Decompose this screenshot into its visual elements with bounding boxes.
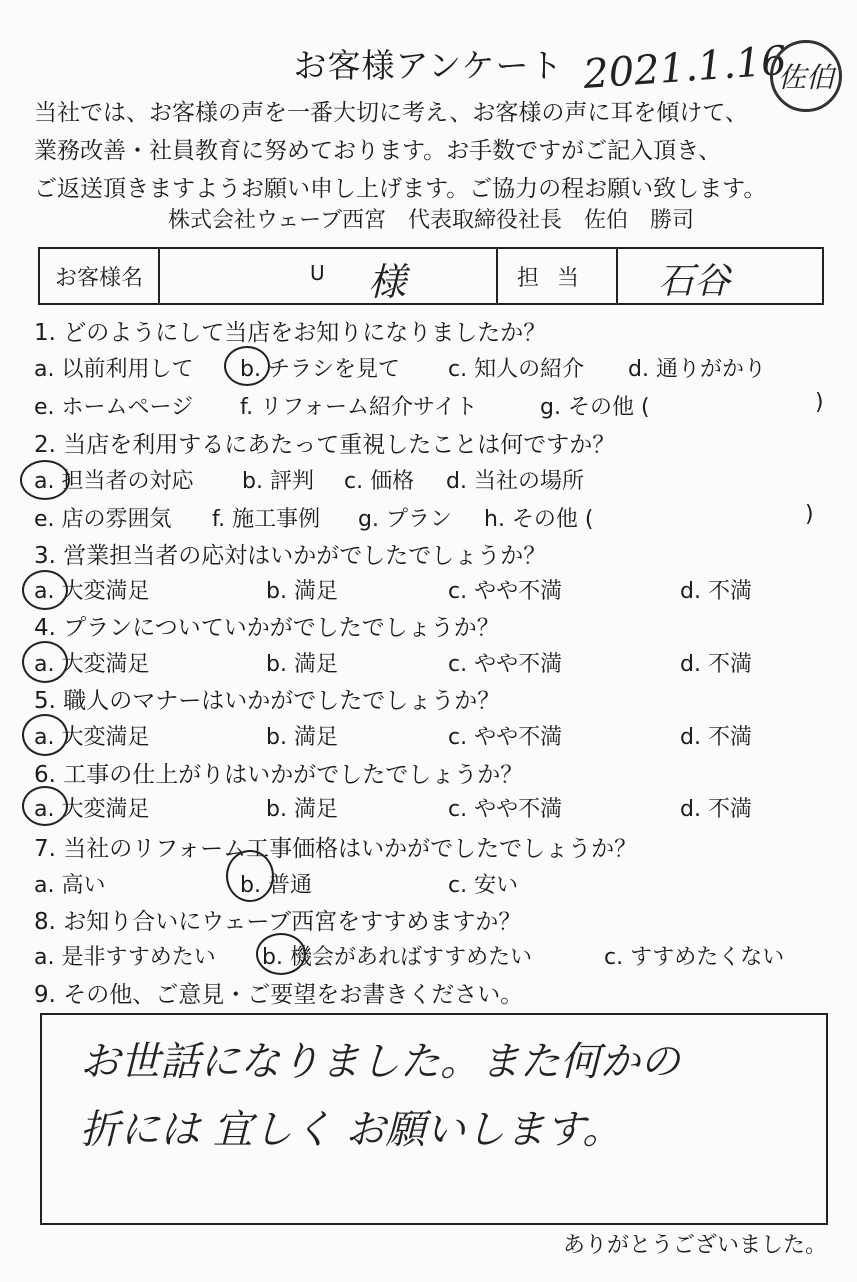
question-8: 8. お知り合いにウェーブ西宮をすすめますか？ <box>34 909 522 935</box>
page-title: お客様アンケート <box>293 46 564 85</box>
q1-selection-circle <box>224 346 270 386</box>
q8-option-b[interactable]: b. 機会があればすすめたい <box>262 945 533 970</box>
q2-option-g[interactable]: g. プラン <box>358 507 452 532</box>
q5-option-d[interactable]: d. 不満 <box>680 725 752 750</box>
q2-option-a[interactable]: a. 担当者の対応 <box>34 469 194 494</box>
q6-option-b[interactable]: b. 満足 <box>266 797 338 822</box>
q1-option-c[interactable]: c. 知人の紹介 <box>448 357 585 382</box>
comment-line: お世話になりました。また何かの <box>80 1039 680 1085</box>
staff-value: 石谷 <box>658 261 731 302</box>
q8-option-a[interactable]: a. 是非すすめたい <box>34 945 216 970</box>
q3-selection-circle <box>22 570 68 610</box>
q1-option-b[interactable]: b. チラシを見て <box>240 357 400 382</box>
customer-name-field[interactable] <box>159 248 497 304</box>
question-7: 7. 当社のリフォーム工事価格はいかがでしたでしょうか？ <box>34 836 638 862</box>
question-2: 2. 当店を利用するにあたって重視したことは何ですか？ <box>34 432 616 458</box>
q2-option-e[interactable]: e. 店の雰囲気 <box>34 507 172 532</box>
customer-name-label: お客様名 <box>39 248 159 304</box>
q8-option-c[interactable]: c. すすめたくない <box>604 945 785 970</box>
q6-selection-circle <box>22 786 68 826</box>
q1-option-g-close: ) <box>815 390 824 415</box>
question-4: 4. プランについていかがでしたでしょうか？ <box>34 615 500 641</box>
q6-option-c[interactable]: c. やや不満 <box>448 797 563 822</box>
q2-option-f[interactable]: f. 施工事例 <box>212 507 321 532</box>
q1-option-a[interactable]: a. 以前利用して <box>34 357 194 382</box>
q3-option-d[interactable]: d. 不満 <box>680 579 752 604</box>
q3-option-b[interactable]: b. 満足 <box>266 579 338 604</box>
intro-line: 業務改善・社員教育に努めております。お手数ですがご記入頂き、 <box>34 138 722 164</box>
q4-selection-circle <box>22 641 68 683</box>
staff-field[interactable] <box>617 248 823 304</box>
q5-option-b[interactable]: b. 満足 <box>266 725 338 750</box>
q1-option-d[interactable]: d. 通りがかり <box>628 357 766 382</box>
question-3: 3. 営業担当者の応対はいかがでしたでしょうか？ <box>34 543 547 569</box>
stamp-text: 佐伯 <box>777 61 834 94</box>
q6-option-d[interactable]: d. 不満 <box>680 797 752 822</box>
customer-honorific: 様 <box>368 260 407 304</box>
q7-option-a[interactable]: a. 高い <box>34 873 106 898</box>
q1-option-f[interactable]: f. リフォーム紹介サイト <box>240 395 478 420</box>
q3-option-a[interactable]: a. 大変満足 <box>34 579 150 604</box>
q2-option-d[interactable]: d. 当社の場所 <box>446 469 584 494</box>
comment-line: 折には 宜しく お願いします。 <box>80 1107 623 1153</box>
q5-selection-circle <box>22 714 68 756</box>
q2-option-h[interactable]: h. その他 ( <box>484 507 594 532</box>
q2-option-h-close: ) <box>805 502 814 527</box>
q7-option-c[interactable]: c. 安い <box>448 873 519 898</box>
customer-name-value: U <box>310 261 325 285</box>
closing-thanks: ありがとうございました。 <box>562 1233 827 1258</box>
q7-option-b[interactable]: b. 普通 <box>240 873 312 898</box>
q4-option-d[interactable]: d. 不満 <box>680 652 752 677</box>
q1-option-g[interactable]: g. その他 ( <box>540 395 650 420</box>
question-5: 5. 職人のマナーはいかがでしたでしょうか？ <box>34 688 501 714</box>
question-1: 1. どのようにして当店をお知りになりましたか？ <box>34 320 547 346</box>
q6-option-a[interactable]: a. 大変満足 <box>34 797 150 822</box>
q8-selection-circle <box>256 933 306 975</box>
intro-line: 当社では、お客様の声を一番大切に考え、お客様の声に耳を傾けて、 <box>34 100 748 126</box>
q5-option-c[interactable]: c. やや不満 <box>448 725 563 750</box>
q7-selection-circle <box>226 850 274 902</box>
question-6: 6. 工事の仕上がりはいかがでしたでしょうか？ <box>34 762 524 788</box>
q2-option-c[interactable]: c. 価格 <box>344 469 415 494</box>
intro-line: ご返送頂きますようお願い申し上げます。ご協力の程お願い致します。 <box>34 176 767 202</box>
q2-option-b[interactable]: b. 評判 <box>242 469 314 494</box>
q1-option-e[interactable]: e. ホームページ <box>34 395 194 420</box>
question-9: 9. その他、ご意見・ご要望をお書きください。 <box>34 982 524 1008</box>
q3-option-c[interactable]: c. やや不満 <box>448 579 563 604</box>
handwritten-date: 2021.1.16 <box>581 37 789 98</box>
staff-label: 担当 <box>497 248 617 304</box>
company-signature: 株式会社ウェーブ西宮 代表取締役社長 佐伯 勝司 <box>168 208 695 233</box>
intro-text <box>34 94 844 208</box>
customer-info-table <box>38 247 824 305</box>
q4-option-b[interactable]: b. 満足 <box>266 652 338 677</box>
q4-option-a[interactable]: a. 大変満足 <box>34 652 150 677</box>
q4-option-c[interactable]: c. やや不満 <box>448 652 563 677</box>
q5-option-a[interactable]: a. 大変満足 <box>34 725 150 750</box>
q2-selection-circle <box>20 460 70 500</box>
